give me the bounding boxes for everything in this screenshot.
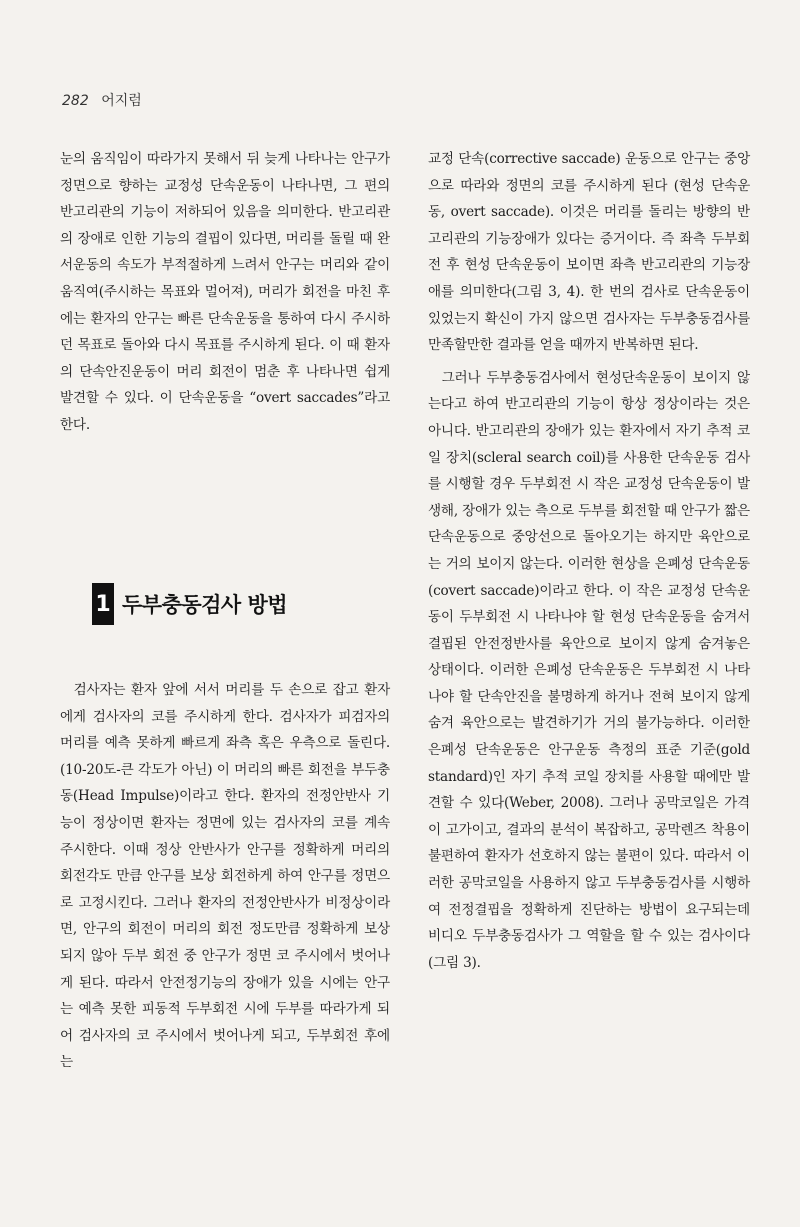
- paragraph: 검사자는 환자 앞에 서서 머리를 두 손으로 잡고 환자에게 검사자의 코를 주시하게 한다. 검사자가 피검자의 머리를 예측 못하게 빠르게 좌측 혹은 우측으로 돌린다. (10-20도-큰 각도가 아닌) 이 머리의 빠른 회전을 부두충동(Head Impulse)이라고 한다. 환자의 전정안반사 기능이 정상이면 환자는 정면에 있는 검사자의 코를 계속 주시한다. 이때 정상 안반사가 안구를 정확하게 머리의 회전각도 만큼 안구를 보상 회전하게 하여 안구를 정면으로 고정시킨다. 그러나 환자의 전정안반사가 비정상이라면, 안구의 회전이 머리의 회전 정도만큼 정확하게 보상되지 않아 두부 회전 중 안구가 정면 코 주시에서 벗어나게 된다. 따라서 안전정기능의 장애가 있을 시에는 안구는 예측 못한 피동적 두부회전 시에 두부를 따라가게 되어 검사자의 코 주시에서 벗어나게 되고, 두부회전 후에는: [60, 682, 390, 1071]
- section-title: 두부충동검사 방법: [122, 593, 288, 617]
- paragraph: 그러나 두부충동검사에서 현성단속운동이 보이지 않는다고 하여 반고리관의 기능이 항상 정상이라는 것은 아니다. 반고리관의 장애가 있는 환자에서 자기 추적 코일 장치(scleral search coil)를 사용한 단속운동 검사를 시행할 경우 두부회전 시 작은 교정성 단속운동이 발생해, 장애가 있는 측으로 두부를 회전할 때 안구가 짧은 단속운동으로 중앙선으로 돌아오기는 하지만 육안으로는 거의 보이지 않는다. 이러한 현상을 은폐성 단속운동(covert saccade)이라고 한다. 이 작은 교정성 단속운동이 두부회전 시 나타나야 할 현성 단속운동을 숨겨서 결핍된 안전정반사를 육안으로 보이지 않게 숨겨놓은 상태이다. 이러한 은폐성 단속운동은 두부회전 시 나타나야 할 단속안진을 불명하게 하거나 전혀 보이지 않게 숨겨 육안으로는 발견하기가 거의 불가능하다. 이러한 은폐성 단속운동은 안구운동 측정의 표준 기준(gold standard)인 자기 추적 코일 장치를 사용할 때에만 발견할 수 있다(Weber, 2008). 그러나 공막코일은 가격이 고가이고, 결과의 분석이 복잡하고, 공막렌즈 착용이 불편하여 환자가 선호하지 않는 불편이 있다. 따라서 이러한 공막코일을 사용하지 않고 두부충동검사를 시행하여 전정결핍을 정확하게 진단하는 방법이 요구되는데 비디오 두부충동검사가 그 역할을 할 수 있는 검사이다(그림 3).: [428, 369, 750, 971]
- page-number: 282: [62, 93, 89, 109]
- paragraph: 눈의 움직임이 따라가지 못해서 뒤 늦게 나타나는 안구가 정면으로 향하는 교정성 단속운동이 나타나면, 그 편의 반고리관의 기능이 저하되어 있음을 의미한다. 반고리관의 장애로 인한 기능의 결핍이 있다면, 머리를 돌릴 때 완서운동의 속도가 부적절하게 느려서 안구는 머리와 같이 움직여(주시하는 목표와 멀어져), 머리가 회전을 마친 후에는 환자의 안구는 빠른 단속운동을 통하여 다시 주시하던 목표로 돌아와 다시 목표를 주시하게 된다. 이 때 환자의 단속안진운동이 머리 회전이 멈춘 후 나타나면 쉽게 발견할 수 있다. 이 단속운동을 “overt saccades”라고 한다.: [60, 151, 390, 433]
- left-column-top: [60, 146, 390, 439]
- running-header: [62, 90, 142, 110]
- section-heading: [92, 583, 287, 625]
- right-column: [428, 146, 750, 976]
- book-title: 어지럼: [101, 93, 142, 109]
- section-number: 1: [92, 583, 114, 625]
- left-column-bottom: [60, 677, 390, 1076]
- paragraph: 교정 단속(corrective saccade) 운동으로 안구는 중앙으로 따라와 정면의 코를 주시하게 된다 (현성 단속운동, overt saccade). 이것은 머리를 돌리는 방향의 반고리관의 기능장애가 있다는 증거이다. 즉 좌측 두부회전 후 현성 단속운동이 보이면 좌측 반고리관의 기능장애를 의미한다(그림 3, 4). 한 번의 검사로 단속운동이 있었는지 확신이 가지 않으면 검사자는 두부충동검사를 만족할만한 결과를 얻을 때까지 반복하면 된다.: [428, 151, 750, 354]
